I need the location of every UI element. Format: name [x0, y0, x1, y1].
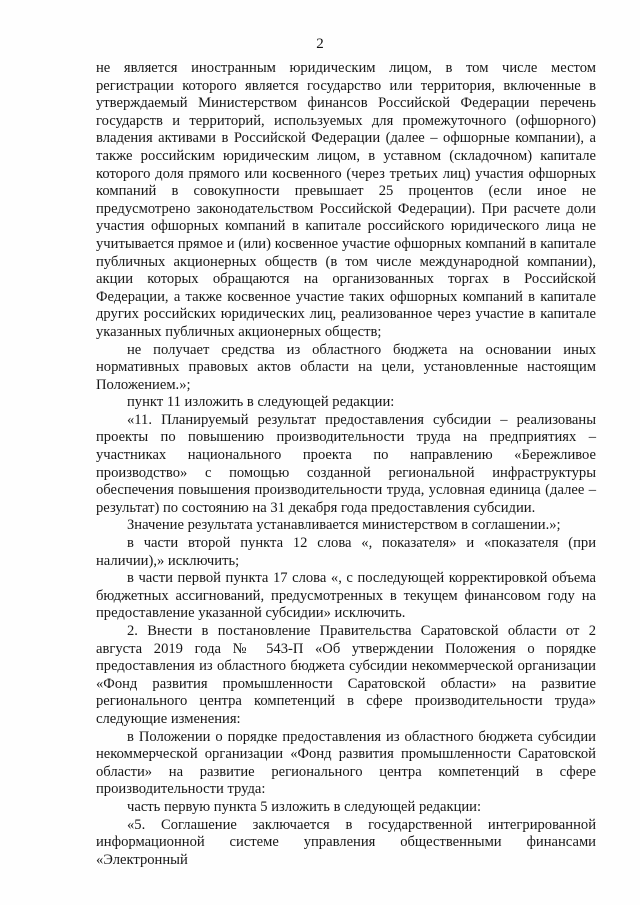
paragraph-regulation-title: в Положении о порядке предоставления из областного бюджета субсидии некоммерческой организации «Фонд развития промышленности Саратовской области» на развитие регионального центра компетенций в сфере производительности труда:: [96, 728, 596, 798]
paragraph-result-value: Значение результата устанавливается министерством в соглашении.»;: [127, 517, 561, 534]
paragraph-item-11-intro: пункт 11 изложить в следующей редакции:: [127, 394, 395, 411]
paragraph-item-5-text: «5. Соглашение заключается в государственной интегрированной информационной системе управления общественными финансами «Электронный: [96, 816, 596, 868]
paragraph-item-17-amend: в части первой пункта 17 слова «, с последующей корректировкой объема бюджетных ассигнований, предусмотренных в текущем финансовом году на предоставление указанной субсидии» исключить.: [96, 570, 596, 622]
paragraph-section-2: 2. Внести в постановление Правительства Саратовской области от 2 августа 2019 года № 543-П «Об утверждении Положения о порядке предоставления из областного бюджета субсидии некоммерческой организации «Фонд развития промышленности Саратовской области» на развитие регионального центра компетенций в сфере производительности труда» следующие изменения:: [96, 623, 596, 727]
paragraph-item-5-intro: часть первую пункта 5 изложить в следующей редакции:: [127, 798, 482, 815]
paragraph-budget-funds: не получает средства из областного бюджета на основании иных нормативных правовых актов области на цели, установленные настоящим Положением.»;: [96, 341, 596, 393]
paragraph-item-12-amend: в части второй пункта 12 слова «, показателя» и «показателя (при наличии),» исключить;: [96, 535, 596, 569]
paragraph-offshore-continuation: не является иностранным юридическим лицом, в том числе местом регистрации которого является государство или территория, включенные в утверждаемый Министерством финансов Российской Федерации перечень государств и территорий, используемых для промежуточного (офшорного) владения активами в Российской Федерации (далее – офшорные компании), а также российским юридическим лицом, в уставном (складочном) капитале которого доля прямого или косвенного (через третьих лиц) участия офшорных компаний в совокупности превышает 25 процентов (если иное не предусмотрено законодательством Российской Федерации). При расчете доли участия офшорных компаний в капитале российского юридического лица не учитывается прямое и (или) косвенное участие офшорных компаний в капитале публичных акционерных обществ (в том числе международной компании), акции которых обращаются на организованных торгах в Российской Федерации, а также косвенное участие таких офшорных компаний в капитале других российских юридических лиц, реализованное через участие в капитале указанных публичных акционерных обществ;: [96, 60, 596, 340]
page-number: 2: [316, 36, 324, 52]
paragraph-item-11-text: «11. Планируемый результат предоставления субсидии – реализованы проекты по повышению производительности труда на предприятиях – участниках национального проекта по направлению «Бережливое производство» с помощью созданной региональной инфраструктуры обеспечения повышения производительности труда, условная единица (далее – результат) по состоянию на 31 декабря года предоставления субсидии.: [96, 411, 596, 516]
body-text: [96, 60, 596, 869]
